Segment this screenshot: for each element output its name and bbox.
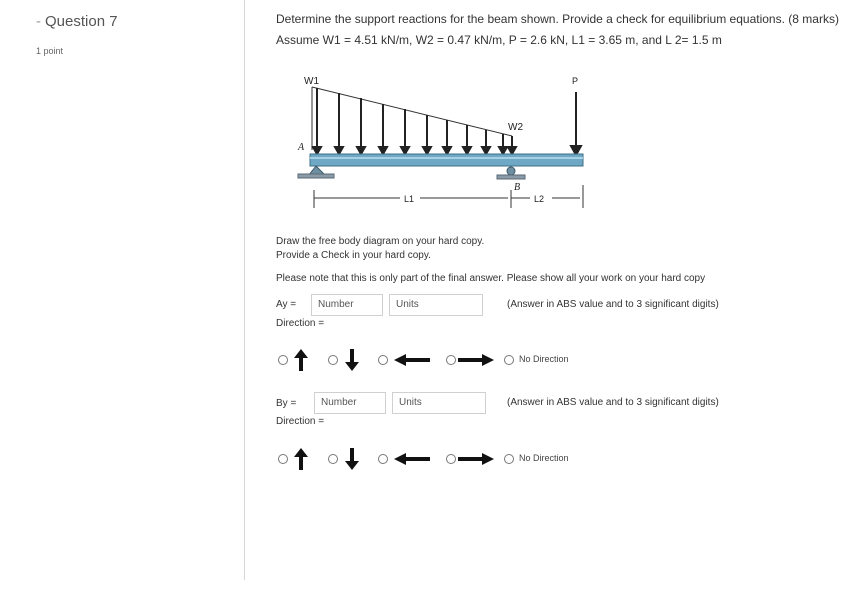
label-l1: L1 [404, 194, 415, 204]
by-radio-down[interactable] [328, 454, 338, 464]
support-b-roller [507, 167, 515, 175]
prompt-line-1: Determine the support reactions for the beam shown. Provide a check for equilibrium equations. (8 marks) [276, 12, 839, 26]
prompt-line-2: Assume W1 = 4.51 kN/m, W2 = 0.47 kN/m, P = 2.6 kN, L1 = 3.65 m, and L 2= 1.5 m [276, 33, 722, 47]
label-w2: W2 [508, 122, 523, 133]
ay-radio-right[interactable] [446, 355, 456, 365]
down-arrow-icon [345, 349, 359, 371]
ay-radio-down[interactable] [328, 355, 338, 365]
question-title-text: Question 7 [45, 13, 118, 30]
by-units-input[interactable]: Units [392, 392, 486, 414]
label-a: A [298, 142, 305, 153]
ay-number-input[interactable]: Number [311, 294, 383, 316]
by-number-input[interactable]: Number [314, 392, 386, 414]
by-radio-no-direction[interactable] [504, 454, 514, 464]
question-points: 1 point [36, 46, 64, 56]
ay-radio-up[interactable] [278, 355, 288, 365]
up-arrow-icon [294, 448, 308, 470]
note-fbd: Draw the free body diagram on your hard copy. [276, 236, 485, 247]
left-arrow-icon [394, 453, 430, 465]
beam [310, 154, 583, 166]
question-sidebar [0, 0, 245, 580]
beam-diagram [290, 70, 590, 230]
note-check: Provide a Check in your hard copy. [276, 250, 431, 261]
right-arrow-icon [458, 354, 494, 366]
collapse-dash[interactable]: - [36, 13, 41, 30]
by-no-direction-label: No Direction [519, 453, 569, 463]
p-arrow [571, 92, 581, 155]
label-b: B [514, 182, 521, 193]
w2-arrow [508, 136, 516, 154]
label-p: P [572, 76, 579, 86]
by-direction-options [276, 448, 836, 472]
right-arrow-icon [458, 453, 494, 465]
label-w1: W1 [304, 76, 319, 87]
note-partial: Please note that this is only part of the final answer. Please show all your work on your hard copy [276, 273, 706, 284]
label-l2: L2 [534, 194, 545, 204]
by-radio-right[interactable] [446, 454, 456, 464]
ay-no-direction-label: No Direction [519, 354, 569, 364]
by-radio-up[interactable] [278, 454, 288, 464]
down-arrow-icon [345, 448, 359, 470]
left-arrow-icon [394, 354, 430, 366]
by-direction-label: Direction = [276, 416, 325, 427]
ay-hint: (Answer in ABS value and to 3 significant digits) [507, 299, 719, 310]
question-title [36, 13, 118, 30]
up-arrow-icon [294, 349, 308, 371]
by-radio-left[interactable] [378, 454, 388, 464]
ay-direction-options [276, 349, 836, 373]
ay-radio-no-direction[interactable] [504, 355, 514, 365]
by-label: By = [276, 398, 297, 409]
ay-radio-left[interactable] [378, 355, 388, 365]
load-arrows [313, 88, 507, 154]
ay-direction-label: Direction = [276, 318, 325, 329]
by-hint: (Answer in ABS value and to 3 significant digits) [507, 397, 719, 408]
load-top-line [312, 87, 512, 136]
ay-units-input[interactable]: Units [389, 294, 483, 316]
ay-label: Ay = [276, 299, 297, 310]
